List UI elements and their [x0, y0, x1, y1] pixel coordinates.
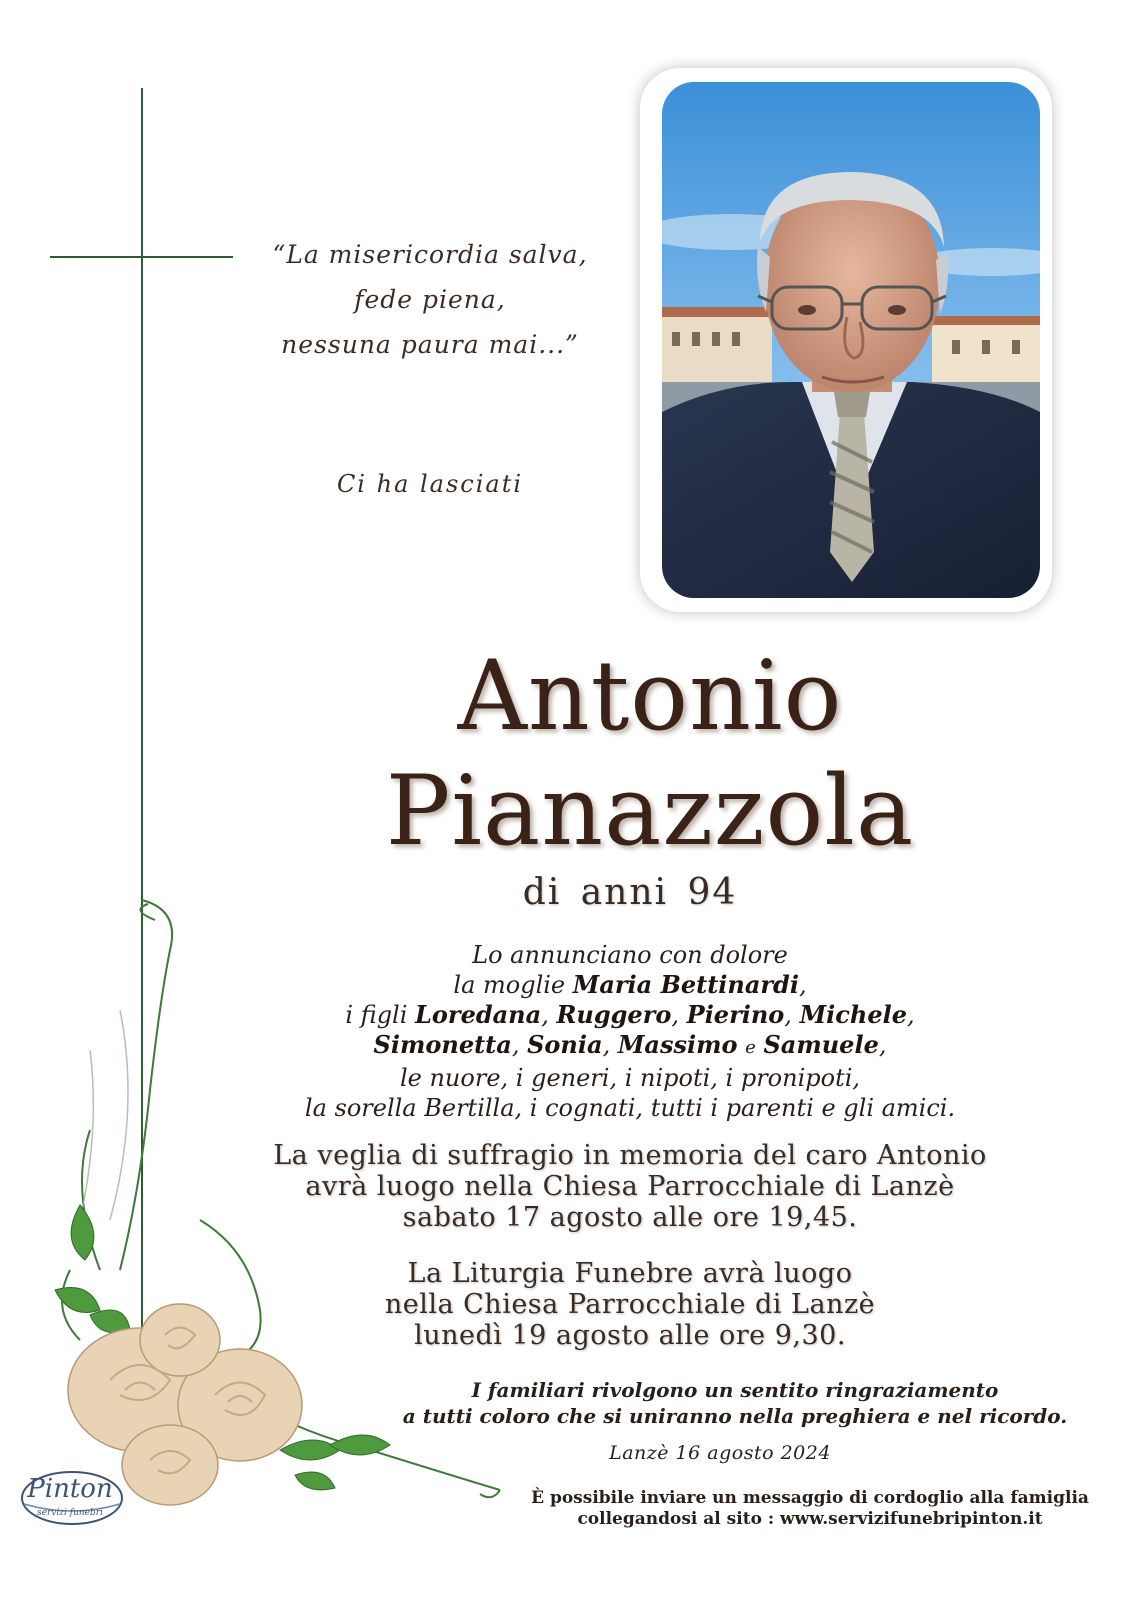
relatives-line-1: le nuore, i generi, i nipoti, i pronipoti, — [399, 1064, 861, 1092]
notice-date: Lanzè 16 agosto 2024 — [609, 1442, 831, 1464]
cross-horizontal — [50, 256, 233, 258]
announcement-children-line-1: i figli Loredana, Ruggero, Pierino, Michele, — [345, 1000, 915, 1029]
child-2: Ruggero — [556, 1000, 672, 1029]
deceased-last-name: Pianazzola — [385, 755, 915, 867]
contact-line-1: È possibile inviare un messaggio di cordoglio alla famiglia — [531, 1488, 1089, 1508]
child-7: Massimo — [617, 1030, 738, 1059]
vigil-line-3: sabato 17 agosto alle ore 19,45. — [402, 1202, 858, 1233]
thanks-line-2: a tutti coloro che si uniranno nella preghiera e nel ricordo. — [402, 1404, 1068, 1428]
contact-line-2: collegandosi al sito : www.servizifunebripinton.it — [577, 1509, 1043, 1529]
conjunction: e — [745, 1037, 756, 1058]
children-prefix: i figli — [345, 1001, 408, 1029]
contact-info — [500, 1488, 1120, 1530]
funeral-line-3: lunedì 19 agosto alle ore 9,30. — [414, 1320, 846, 1351]
deceased-age: di anni 94 — [522, 872, 738, 913]
roses-decoration — [30, 890, 510, 1510]
vigil-line-1: La veglia di suffragio in memoria del caro Antonio — [273, 1140, 987, 1171]
child-5: Simonetta — [373, 1030, 512, 1059]
quote-line-2: fede piena, — [354, 285, 506, 314]
thanks-line-1: I familiari rivolgono un sentito ringraziamento — [471, 1378, 999, 1402]
deceased-first-name: Antonio — [457, 640, 843, 752]
quote — [250, 232, 610, 367]
relatives-line-2: la sorella Bertilla, i cognati, tutti i parenti e gli amici. — [304, 1094, 956, 1122]
wife-name: Maria Bettinardi — [572, 970, 799, 999]
announcement-wife-line: la moglie Maria Bettinardi, — [453, 970, 807, 999]
child-1: Loredana — [415, 1000, 542, 1029]
portrait-photo — [662, 82, 1040, 598]
funeral-line-2: nella Chiesa Parrocchiale di Lanzè — [384, 1289, 876, 1320]
logo-subtitle: servizi funebri — [37, 1508, 103, 1518]
child-3: Pierino — [686, 1000, 785, 1029]
announcement-children-line-2: Simonetta, Sonia, Massimo e Samuele, — [373, 1030, 887, 1059]
child-6: Sonia — [527, 1030, 603, 1059]
wife-prefix: la moglie — [453, 971, 566, 999]
child-4: Michele — [799, 1000, 907, 1029]
announcement-intro: Lo annunciano con dolore — [472, 941, 788, 969]
logo-name: Pinton — [27, 1474, 113, 1504]
funeral-line-1: La Liturgia Funebre avrà luogo — [407, 1258, 853, 1289]
left-note: Ci ha lasciati — [336, 470, 524, 498]
quote-line-1: “La misericordia salva, — [272, 240, 588, 269]
child-8: Samuele — [763, 1030, 879, 1059]
quote-line-3: nessuna paura mai...” — [281, 330, 579, 359]
vigil-line-2: avrà luogo nella Chiesa Parrocchiale di Lanzè — [305, 1171, 955, 1202]
